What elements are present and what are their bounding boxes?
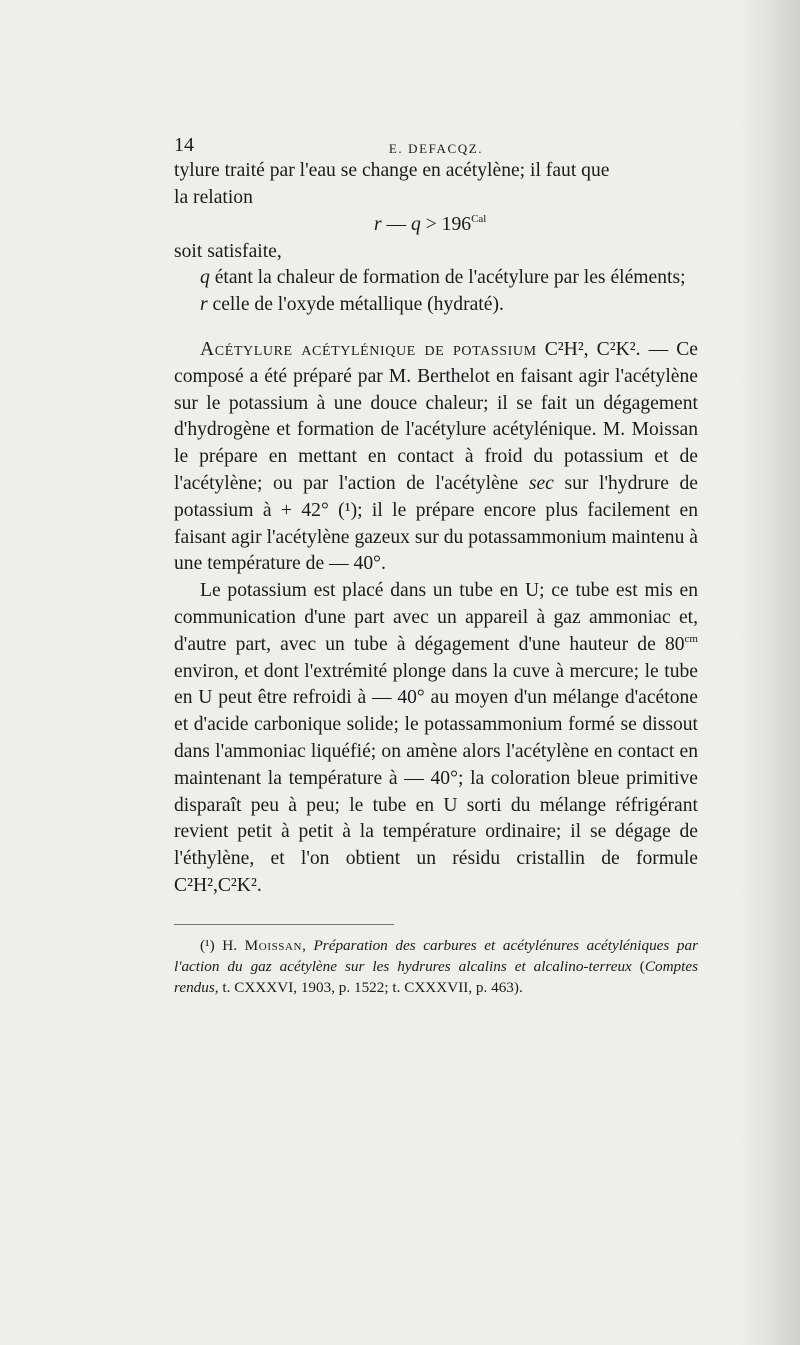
footnote-ref: ¹ xyxy=(344,499,351,521)
paragraph-4-text: celle de l'oxyde métallique (hydraté). xyxy=(207,294,504,316)
var-q: q xyxy=(200,267,210,289)
footnote-separator xyxy=(174,924,394,925)
footnote-title: Préparation des carbures et acétylénures acétyléniques par l'action du gaz acétylène sur les hydrures alcalins et alcalino-terreux xyxy=(174,936,699,975)
page-header xyxy=(174,128,698,158)
paragraph-3-text: étant la chaleur de formation de l'acétylure par les éléments; xyxy=(209,267,686,289)
footnote-marker: (¹) H. xyxy=(200,936,245,954)
section-title: Acétylure acétylénique de potassium xyxy=(200,338,537,360)
relation-formula xyxy=(174,212,698,239)
page-edge-shadow xyxy=(740,0,800,1345)
section-formula: C²H², C²K². xyxy=(536,338,641,360)
paragraph-1-line-2: la relation xyxy=(174,186,253,208)
paragraph-6-text-a: Le potassium est placé dans un tube en U; ce tube est mis en communication d'une part avec un appareil à gaz ammoniac et, d'autre part, avec un tube à dégagement d'une hauteur de 80 xyxy=(174,580,698,655)
paragraph-5 xyxy=(174,337,698,578)
footnote-journal: Comptes rendus xyxy=(174,957,698,997)
paragraph-6-text-b: environ, et dont l'extrémité plonge dans la cuve à mercure; le tube en U peut être refroidi à — 40° au moyen d'un mélange d'acétone et d'acide carbonique solide; le potassammonium formé se dissout dans l'ammoniac liquéfié; on amène alors l'acétylène en contact en maintenant la température à — 40°; la coloration bleue primitive disparaît peu à peu; le tube en U sorti du mélange réfrigérant revient petit à petit à la température ordinaire; il se dégage de l'éthylène, et l'on obtient un résidu cristallin de formule C²H²,C²K². xyxy=(174,660,698,896)
formula-minus: — xyxy=(381,213,412,235)
formula-gt-value: > 196 xyxy=(420,213,472,235)
spacer xyxy=(174,319,698,337)
running-head: E. DEFACQZ. xyxy=(388,141,484,156)
paragraph-1-line-1: tylure traité par l'eau se change en acétylène; il faut que xyxy=(174,160,610,181)
emph-sec: sec xyxy=(528,472,554,494)
var-r: r xyxy=(200,294,208,316)
paragraph-5-text-b: sur l'hydrure de potassium à + 42° ( xyxy=(174,472,699,521)
page-number: 14 xyxy=(174,134,194,156)
footnote-rest: , t. CXXXVI, 1903, p. 1522; t. CXXXVII, p. 463). xyxy=(214,979,523,997)
formula-unit-sup: Cal xyxy=(471,212,487,225)
page-content xyxy=(174,128,698,998)
formula-r: r xyxy=(374,213,382,235)
paragraph-2: soit satisfaite, xyxy=(174,240,282,262)
paragraph-5-text-c: ); il le prépare encore plus facilement en faisant agir l'acétylène gazeux sur du potassammonium maintenu à une température de — 40°. xyxy=(174,499,698,575)
paragraph-6 xyxy=(174,578,698,900)
paragraph-1 xyxy=(174,158,698,212)
paragraph-3 xyxy=(174,265,698,292)
footnote-sep: , xyxy=(302,936,314,954)
footnote-paren: ( xyxy=(631,957,645,975)
footnote-author: Moissan xyxy=(244,936,303,954)
paragraph-4 xyxy=(174,292,698,319)
footnote xyxy=(174,935,698,999)
formula-q: q xyxy=(411,213,421,235)
unit-cm-sup: cm xyxy=(684,632,698,645)
paragraph-5-text-a: — Ce composé a été préparé par M. Berthelot en faisant agir l'acétylène sur le potassium à une douce chaleur; il se fait un dégagement d'hydrogène et formation de l'acétylure acétylénique. M. Moissan le prépare en mettant en contact à froid du potassium et de l'acétylène; ou par l'action de l'acétylène xyxy=(174,338,699,494)
